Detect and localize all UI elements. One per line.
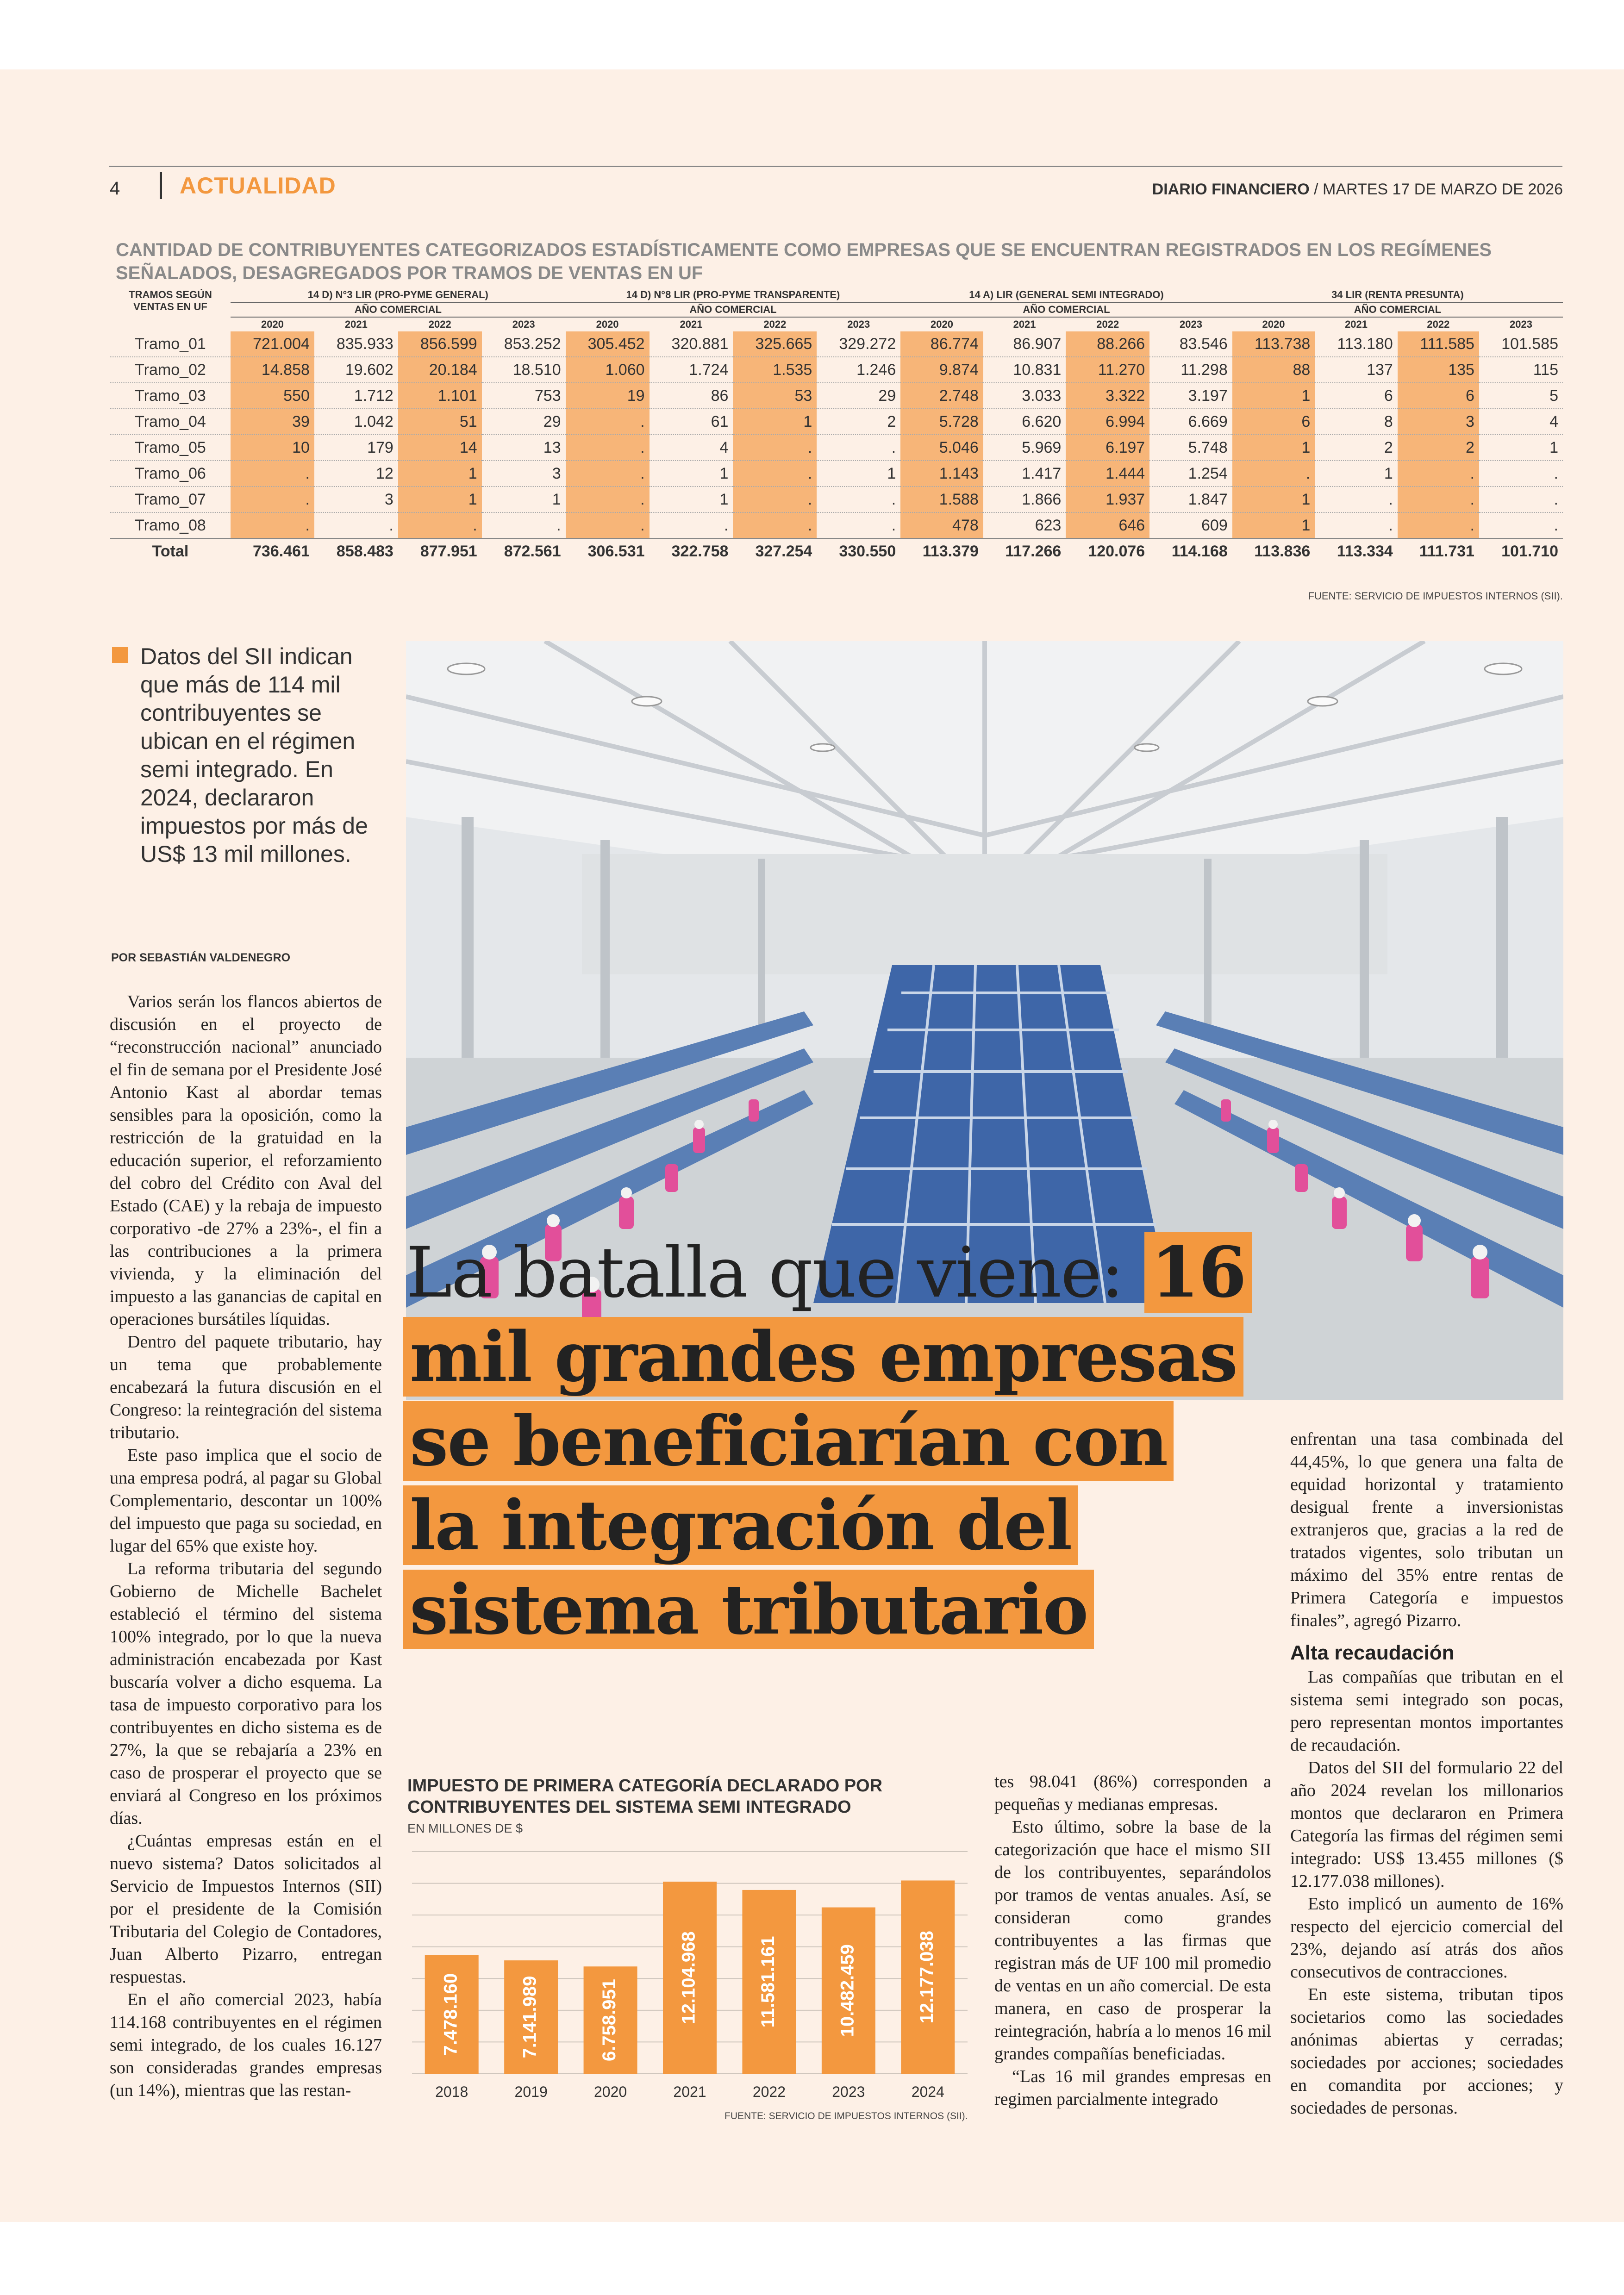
table-cell: 2.748 <box>900 383 983 409</box>
table-cell: 6.197 <box>1066 435 1149 461</box>
table-cell: . <box>817 435 900 461</box>
bar-value-label: 10.482.459 <box>837 1944 858 2037</box>
table-cell: 29 <box>482 409 566 435</box>
table-cell: 853.252 <box>482 331 566 357</box>
table-cell: 1.254 <box>1149 461 1232 486</box>
paragraph: enfrentan una tasa combinada del 44,45%, lo que genera una falta de equidad horizontal y tratamiento desigual frente a inversionistas extranjeros que, gracias a la red de tratados vigentes, solo tributan un máximo del 35% entre rentas de Primera Categoría e impuestos finales”, agregó Pizarro. <box>1290 1429 1563 1630</box>
table-cell: 86.774 <box>900 331 983 357</box>
table-cell: . <box>1479 461 1563 486</box>
table-cell: 5 <box>1479 383 1563 409</box>
table-cell: 736.461 <box>231 538 314 564</box>
table-cell: . <box>231 512 314 538</box>
year-header: 2020 <box>261 318 284 330</box>
table-cell: 1.937 <box>1066 486 1149 512</box>
table-row <box>110 486 1563 512</box>
table-cell: 1.143 <box>900 461 983 486</box>
table-row <box>110 331 1563 357</box>
table-cell: 14.858 <box>231 357 314 383</box>
table-cell: 113.738 <box>1232 331 1315 357</box>
x-tick-label: 2022 <box>752 2083 786 2100</box>
headline <box>406 1231 1313 1651</box>
table-cell: 856.599 <box>398 331 482 357</box>
paragraph: Esto último, sobre la base de la categorización que hace el mismo SII de los contribuyentes, separándolos por tramos de ventas anuales. Así, se consideran como grandes contribuyentes a las firmas que registran más de UF 100 mil promedio de ventas en un año comercial. De esta manera, en caso de prosperar la reintegración, habría a lo menos 16 mil grandes compañías beneficiadas. <box>994 1817 1271 2064</box>
table-cell: 88.266 <box>1066 331 1149 357</box>
table-cell: 322.758 <box>650 538 733 564</box>
sub-header: AÑO COMERCIAL <box>566 302 901 317</box>
bar-value-label: 11.581.161 <box>757 1936 778 2028</box>
table-cell: 2 <box>1398 435 1479 461</box>
taxpayers-table <box>110 288 1563 564</box>
lead-bullet <box>112 647 128 663</box>
table-cell: . <box>1398 461 1479 486</box>
table-cell: 327.254 <box>733 538 817 564</box>
table-cell: 4 <box>1479 409 1563 435</box>
x-tick-label: 2019 <box>514 2083 548 2100</box>
x-tick-label: 2020 <box>593 2083 627 2100</box>
x-tick-label: 2021 <box>673 2083 706 2100</box>
table-cell: 9.874 <box>900 357 983 383</box>
row-header: TRAMOS SEGÚN VENTAS EN UF <box>129 289 212 312</box>
table-cell: 1 <box>1232 512 1315 538</box>
table-cell: 137 <box>1315 357 1398 383</box>
table-cell: 120.076 <box>1066 538 1149 564</box>
table-cell: 1 <box>1315 461 1398 486</box>
table-cell: . <box>566 435 650 461</box>
table-cell: 135 <box>1398 357 1479 383</box>
byline: POR SEBASTIÁN VALDENEGRO <box>111 951 291 964</box>
table-cell: 3.033 <box>983 383 1066 409</box>
table-cell: 1 <box>650 461 733 486</box>
year-header: 2023 <box>512 318 535 330</box>
year-header: 2020 <box>1262 318 1285 330</box>
paragraph: ¿Cuántas empresas están en el nuevo sistema? Datos solicitados al Servicio de Impuestos Internos (SII) por el presidente de la Comisión Tributaria del Colegio de Contadores, Juan Alberto Pizarro, entregan respuestas. <box>110 1831 382 1987</box>
year-header: 2021 <box>1013 318 1036 330</box>
table-cell: 1 <box>1232 486 1315 512</box>
year-header: 2021 <box>680 318 703 330</box>
table-cell: 1.246 <box>817 357 900 383</box>
table-cell: 10.831 <box>983 357 1066 383</box>
table-cell: 3.197 <box>1149 383 1232 409</box>
paragraph: En el año comercial 2023, había 114.168 contribuyentes en el régimen semi integrado, de los cuales 16.127 son consideradas grandes empresas (un 14%), mientras que las restan- <box>110 1990 382 2100</box>
table-cell: 646 <box>1066 512 1149 538</box>
table-cell: 3.322 <box>1066 383 1149 409</box>
table-cell: . <box>817 486 900 512</box>
table-cell: 6 <box>1398 383 1479 409</box>
table-cell: . <box>733 512 817 538</box>
row-label: Tramo_07 <box>110 486 231 512</box>
table-cell: 113.180 <box>1315 331 1398 357</box>
table-cell: . <box>231 486 314 512</box>
table-cell: 550 <box>231 383 314 409</box>
table-cell: 721.004 <box>231 331 314 357</box>
table-cell: 10 <box>231 435 314 461</box>
paragraph: Datos del SII del formulario 22 del año 2024 revelan los millonarios montos que declararon en Primera Categoría las firmas del régimen semi integrado: US$ 13.455 millones ($ 12.177.038 millones). <box>1290 1758 1563 1891</box>
table-cell: 1.588 <box>900 486 983 512</box>
table-cell: 113.836 <box>1232 538 1315 564</box>
table-cell: 86.907 <box>983 331 1066 357</box>
table-cell: 858.483 <box>314 538 398 564</box>
table-cell: 19 <box>566 383 650 409</box>
table-cell: 1 <box>482 486 566 512</box>
row-label: Tramo_03 <box>110 383 231 409</box>
table-cell: 1 <box>733 409 817 435</box>
table-cell: . <box>1479 486 1563 512</box>
year-header: 2023 <box>1180 318 1202 330</box>
year-header: 2022 <box>1096 318 1119 330</box>
table-cell: 179 <box>314 435 398 461</box>
body-column-1 <box>110 991 382 2102</box>
table-row <box>110 383 1563 409</box>
section-label: ACTUALIDAD <box>180 173 336 199</box>
chart-source: FUENTE: SERVICIO DE IMPUESTOS INTERNOS (SII). <box>725 2111 968 2121</box>
table-cell: 877.951 <box>398 538 482 564</box>
year-header: 2021 <box>344 318 368 330</box>
year-header: 2020 <box>596 318 619 330</box>
table-cell: 1.535 <box>733 357 817 383</box>
table-cell: 5.046 <box>900 435 983 461</box>
top-rule <box>109 166 1562 167</box>
table-cell: 18.510 <box>482 357 566 383</box>
group-header: 34 LIR (RENTA PRESUNTA) <box>1232 288 1563 302</box>
table-cell: 101.585 <box>1479 331 1563 357</box>
headline-part1: La batalla que viene: <box>406 1233 1145 1313</box>
table-cell: 117.266 <box>983 538 1066 564</box>
table-cell: 5.728 <box>900 409 983 435</box>
sub-header: AÑO COMERCIAL <box>1232 302 1563 317</box>
table-cell: 753 <box>482 383 566 409</box>
paragraph: Varios serán los flancos abiertos de discusión en el proyecto de “reconstrucción nacional” anunciado el fin de semana por el Presidente José Antonio Kast al abordar temas sensibles para la oposición, como la restricción de la gratuidad en la educación superior, el reforzamiento del cobro del Crédito con Aval del Estado (CAE) y la rebaja de impuesto corporativo -de 27% a 23%-, el fin a las contribuciones a la primera vivienda, y la eliminación del impuesto a las ganancias de capital en operaciones bursátiles líquidas. <box>110 992 382 1329</box>
table-cell: 478 <box>900 512 983 538</box>
lead-text: Datos del SII indican que más de 114 mil contribuyentes se ubican en el régimen semi integrado. En 2024, declararon impuestos por más de US$ 13 mil millones. <box>140 643 368 867</box>
chart-unit: EN MILLONES DE $ <box>407 1821 523 1835</box>
sub-header: AÑO COMERCIAL <box>231 302 566 317</box>
table-cell: 83.546 <box>1149 331 1232 357</box>
table-cell: 6.994 <box>1066 409 1149 435</box>
tax-bar-chart <box>407 1847 972 2111</box>
table-cell: 1 <box>1232 435 1315 461</box>
table-cell: 1.712 <box>314 383 398 409</box>
table-cell: . <box>1315 486 1398 512</box>
table-row <box>110 409 1563 435</box>
table-title: CANTIDAD DE CONTRIBUYENTES CATEGORIZADOS ESTADÍSTICAMENTE COMO EMPRESAS QUE SE ENCUENTRAN REGISTRADOS EN LOS REGÍMENES SEÑALADOS, DESAGREGADOS POR TRAMOS DE VENTAS EN UF <box>116 240 1492 283</box>
table-cell: 1.866 <box>983 486 1066 512</box>
table-cell: 305.452 <box>566 331 650 357</box>
table-row <box>110 461 1563 486</box>
year-header: 2021 <box>1345 318 1368 330</box>
table-cell: . <box>566 486 650 512</box>
table-cell: 14 <box>398 435 482 461</box>
table-cell: 5.969 <box>983 435 1066 461</box>
table-cell: 111.731 <box>1398 538 1479 564</box>
table-source: FUENTE: SERVICIO DE IMPUESTOS INTERNOS (SII). <box>1308 590 1563 602</box>
paragraph: Las compañías que tributan en el sistema semi integrado son pocas, pero representan montos importantes de recaudación. <box>1290 1667 1563 1755</box>
headline-highlight: 16 <box>1144 1232 1252 1313</box>
table-cell: 19.602 <box>314 357 398 383</box>
table-cell: 88 <box>1232 357 1315 383</box>
table-cell: 61 <box>650 409 733 435</box>
row-label: Tramo_08 <box>110 512 231 538</box>
paragraph: La reforma tributaria del segundo Gobierno de Michelle Bachelet estableció el término del sistema 100% integrado, por lo que la nueva administración encabezada por Kast buscaría volver a dicho esquema. La tasa de impuesto corporativo para los contribuyentes en dicho sistema es de 27%, la que se rebajaría a 23% en caso de prosperar el proyecto que se enviará al Congreso en los próximos días. <box>110 1559 382 1828</box>
x-tick-label: 2023 <box>832 2083 865 2100</box>
table-cell: 8 <box>1315 409 1398 435</box>
table-cell: 1 <box>398 461 482 486</box>
table-cell: 101.710 <box>1479 538 1563 564</box>
table-cell: . <box>817 512 900 538</box>
table-cell: 114.168 <box>1149 538 1232 564</box>
row-label: Tramo_06 <box>110 461 231 486</box>
header-divider <box>160 172 162 199</box>
table-cell: 1.060 <box>566 357 650 383</box>
row-label: Tramo_05 <box>110 435 231 461</box>
table-cell: 11.298 <box>1149 357 1232 383</box>
table-cell: . <box>733 461 817 486</box>
chart-title: IMPUESTO DE PRIMERA CATEGORÍA DECLARADO POR CONTRIBUYENTES DEL SISTEMA SEMI INTEGRADO <box>407 1776 883 1817</box>
table-cell: 623 <box>983 512 1066 538</box>
bar-value-label: 6.758.951 <box>599 1979 620 2062</box>
masthead <box>1152 181 1563 199</box>
table-cell: . <box>566 461 650 486</box>
x-tick-label: 2018 <box>435 2083 468 2100</box>
table-cell: 835.933 <box>314 331 398 357</box>
issue-date: / MARTES 17 DE MARZO DE 2026 <box>1309 181 1563 198</box>
table-cell: 609 <box>1149 512 1232 538</box>
year-header: 2020 <box>931 318 953 330</box>
row-label: Tramo_01 <box>110 331 231 357</box>
paragraph: tes 98.041 (86%) corresponden a pequeñas y medianas empresas. <box>994 1772 1271 1814</box>
table-cell: 13 <box>482 435 566 461</box>
table-row <box>110 538 1563 564</box>
table-cell: 113.334 <box>1315 538 1398 564</box>
table-cell: . <box>566 409 650 435</box>
table-cell: . <box>650 512 733 538</box>
table-cell: 39 <box>231 409 314 435</box>
table-cell: . <box>566 512 650 538</box>
table-cell: 51 <box>398 409 482 435</box>
table-cell: 12 <box>314 461 398 486</box>
table-cell: 329.272 <box>817 331 900 357</box>
row-label: Total <box>110 538 231 564</box>
year-header: 2022 <box>1427 318 1450 330</box>
group-header: 14 A) LIR (GENERAL SEMI INTEGRADO) <box>900 288 1232 302</box>
table-cell: 111.585 <box>1398 331 1479 357</box>
group-header: 14 D) N°3 LIR (PRO-PYME GENERAL) <box>231 288 566 302</box>
table-cell: 1 <box>398 486 482 512</box>
paragraph: En este sistema, tributan tipos societarios como las sociedades anónimas abiertas y cerradas; sociedades por acciones; sociedades en comandita por acciones; y sociedades de personas. <box>1290 1985 1563 2118</box>
paragraph: Este paso implica que el socio de una empresa podrá, al pagar su Global Complementario, descontar un 100% del impuesto que paga su sociedad, en lugar del 65% que existe hoy. <box>110 1446 382 1556</box>
table-cell: 115 <box>1479 357 1563 383</box>
table-row <box>110 512 1563 538</box>
table-cell: 6 <box>1315 383 1398 409</box>
table-cell: . <box>1232 461 1315 486</box>
table-cell: 6.620 <box>983 409 1066 435</box>
table-cell: 11.270 <box>1066 357 1149 383</box>
table-cell: 1.417 <box>983 461 1066 486</box>
table-cell: 320.881 <box>650 331 733 357</box>
table-cell: 2 <box>817 409 900 435</box>
year-header: 2023 <box>1510 318 1532 330</box>
x-tick-label: 2024 <box>911 2083 944 2100</box>
headline-row: mil grandes empresas <box>403 1317 1243 1397</box>
table-cell: 1.042 <box>314 409 398 435</box>
table-cell: 872.561 <box>482 538 566 564</box>
table-cell: 6 <box>1232 409 1315 435</box>
year-header: 2023 <box>847 318 870 330</box>
bar-value-label: 7.478.160 <box>440 1973 461 2056</box>
group-header: 14 D) N°8 LIR (PRO-PYME TRANSPARENTE) <box>566 288 901 302</box>
table-row <box>110 435 1563 461</box>
table-cell: 2 <box>1315 435 1398 461</box>
table-cell: 113.379 <box>900 538 983 564</box>
headline-row: sistema tributario <box>403 1570 1094 1649</box>
table-cell: 1.444 <box>1066 461 1149 486</box>
table-cell: . <box>1398 512 1479 538</box>
body-column-3 <box>994 1771 1271 2111</box>
table-cell: 306.531 <box>566 538 650 564</box>
year-header: 2022 <box>428 318 451 330</box>
table-cell: 330.550 <box>817 538 900 564</box>
table-cell: 3 <box>482 461 566 486</box>
row-label: Tramo_04 <box>110 409 231 435</box>
table-cell: 1.101 <box>398 383 482 409</box>
table-cell: . <box>733 435 817 461</box>
body-column-4 <box>1290 1428 1563 2120</box>
table-cell: 3 <box>314 486 398 512</box>
table-cell: . <box>733 486 817 512</box>
bar-value-label: 12.104.968 <box>678 1931 699 2024</box>
table-cell: 1.724 <box>650 357 733 383</box>
table-cell: 53 <box>733 383 817 409</box>
subhead: Alta recaudación <box>1290 1641 1455 1664</box>
headline-row: la integración del <box>403 1485 1078 1565</box>
table-cell: 29 <box>817 383 900 409</box>
paragraph: Esto implicó un aumento de 16% respecto del ejercicio comercial del 23%, dejando así atrás dos años consecutivos de contracciones. <box>1290 1894 1563 1982</box>
table-cell: 1 <box>1232 383 1315 409</box>
headline-row: se beneficiarían con <box>403 1401 1174 1481</box>
table-cell: . <box>314 512 398 538</box>
table-cell: 6.669 <box>1149 409 1232 435</box>
table-cell: . <box>1315 512 1398 538</box>
table-cell: . <box>398 512 482 538</box>
bar-value-label: 12.177.038 <box>916 1931 937 2024</box>
table-cell: 5.748 <box>1149 435 1232 461</box>
table-row <box>110 357 1563 383</box>
table-cell: 1.847 <box>1149 486 1232 512</box>
table-cell: 4 <box>650 435 733 461</box>
sub-header: AÑO COMERCIAL <box>900 302 1232 317</box>
table-cell: 20.184 <box>398 357 482 383</box>
year-header: 2022 <box>763 318 787 330</box>
table-cell: 86 <box>650 383 733 409</box>
table-cell: 1 <box>650 486 733 512</box>
table-cell: . <box>482 512 566 538</box>
table-cell: 325.665 <box>733 331 817 357</box>
table-cell: . <box>1479 512 1563 538</box>
table-cell: . <box>1398 486 1479 512</box>
table-cell: . <box>231 461 314 486</box>
row-label: Tramo_02 <box>110 357 231 383</box>
paragraph: Dentro del paquete tributario, hay un tema que probablemente encabezará la futura discusión en el Congreso: la reintegración del sistema tributario. <box>110 1332 382 1442</box>
bar-value-label: 7.141.989 <box>519 1976 540 2058</box>
paper-name: DIARIO FINANCIERO <box>1152 181 1310 198</box>
paragraph: “Las 16 mil grandes empresas en regimen parcialmente integrado <box>994 2067 1271 2109</box>
table-cell: 3 <box>1398 409 1479 435</box>
page-number: 4 <box>110 178 120 199</box>
table-cell: 1 <box>817 461 900 486</box>
table-cell: 1 <box>1479 435 1563 461</box>
